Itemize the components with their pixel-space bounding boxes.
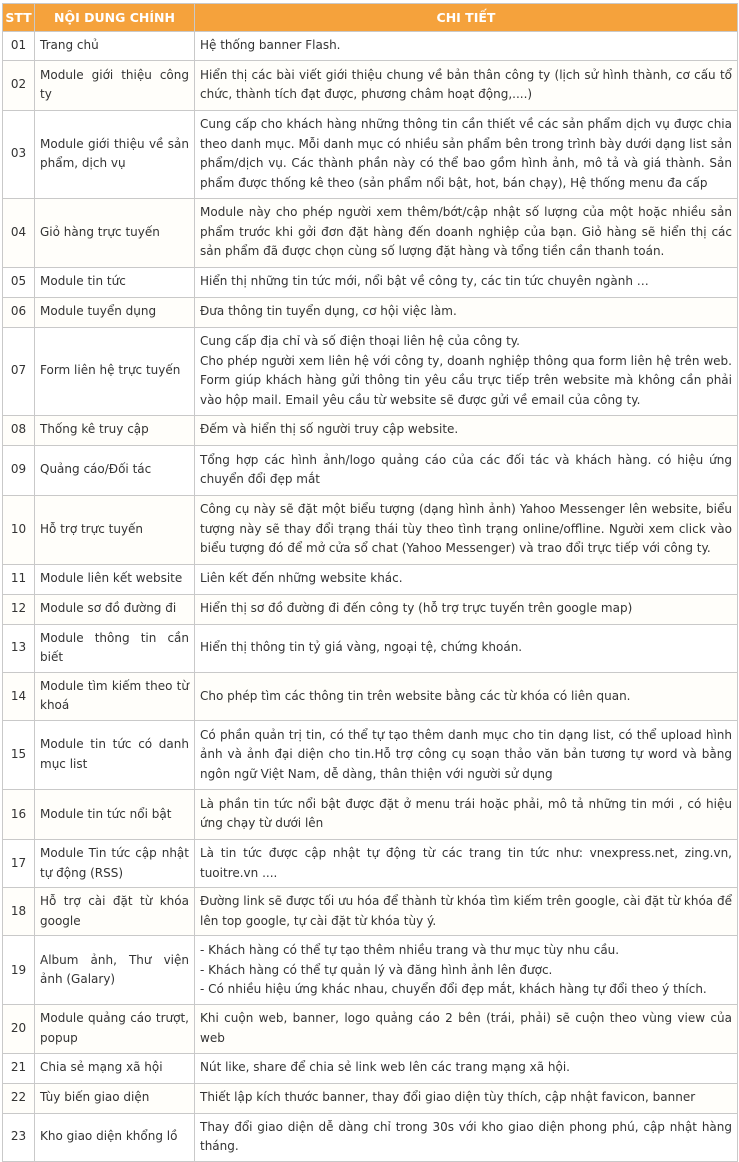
row-number: 03 xyxy=(3,110,35,198)
row-detail-line: Công cụ này sẽ đặt một biểu tượng (dạng hình ảnh) Yahoo Messenger lên website, biểu tượng này sẽ thay đổi trạng thái tùy theo tình trạng online/offline. Người xem click vào biểu tượng đó để mở cửa sổ chat (Yahoo Messenger) và trao đổi trực tiếp với công ty. xyxy=(200,502,732,556)
row-number: 06 xyxy=(3,297,35,327)
row-number: 10 xyxy=(3,495,35,564)
table-row xyxy=(3,1005,738,1053)
row-number: 16 xyxy=(3,789,35,839)
table-body xyxy=(3,32,738,1162)
table-row xyxy=(3,110,738,198)
row-detail xyxy=(195,415,738,445)
table-row xyxy=(3,936,738,1005)
row-feature-name: Module thông tin cần biết xyxy=(35,624,195,672)
row-feature-name: Module sơ đồ đường đi xyxy=(35,594,195,624)
row-detail-line: Module này cho phép người xem thêm/bớt/cập nhật số lượng của một hoặc nhiều sản phẩm trước khi gởi đơn đặt hàng đến doanh nghiệp của bạn. Giỏ hàng sẽ hiển thị các sản phẩm đã được chọn cùng số lượng đặt hàng và tổng tiền cần thanh toán. xyxy=(200,205,732,259)
table-row xyxy=(3,624,738,672)
row-detail xyxy=(195,297,738,327)
row-detail xyxy=(195,32,738,61)
row-detail xyxy=(195,672,738,720)
table-row xyxy=(3,1083,738,1113)
header-stt: STT xyxy=(3,4,35,32)
row-detail-line: Hiển thị các bài viết giới thiệu chung về bản thân công ty (lịch sử hình thành, cơ cấu tổ chức, thành tích đạt được, phương châm hoạt động,....) xyxy=(200,67,732,102)
row-detail xyxy=(195,198,738,267)
row-detail xyxy=(195,327,738,415)
row-feature-name: Quảng cáo/Đối tác xyxy=(35,445,195,495)
row-feature-name: Hỗ trợ cài đặt từ khóa google xyxy=(35,888,195,936)
table-row xyxy=(3,564,738,594)
table-row xyxy=(3,672,738,720)
row-detail xyxy=(195,839,738,887)
table-row xyxy=(3,327,738,415)
row-detail-line: Đếm và hiển thị số người truy cập website. xyxy=(200,422,459,437)
row-detail xyxy=(195,1083,738,1113)
row-detail-line: Hiển thị những tin tức mới, nổi bật về công ty, các tin tức chuyên ngành … xyxy=(200,274,649,289)
row-feature-name: Album ảnh, Thư viện ảnh (Galary) xyxy=(35,936,195,1005)
header-content: NỘI DUNG CHÍNH xyxy=(35,4,195,32)
row-detail-line: Cho phép người xem liên hệ với công ty, doanh nghiệp thông qua form liên hệ trên web. Form giúp khách hàng gửi thông tin yêu cầu trực tiếp trên website mà không cần phải vào hộp mail. Email yêu cầu từ website sẽ được gửi về email của công ty. xyxy=(200,353,732,407)
row-detail-line: Hiển thị thông tin tỷ giá vàng, ngoại tệ, chứng khoán. xyxy=(200,640,523,655)
row-number: 05 xyxy=(3,267,35,297)
table-row xyxy=(3,1113,738,1161)
row-number: 20 xyxy=(3,1005,35,1053)
row-detail-line: Cung cấp địa chỉ và số điện thoại liên hệ của công ty. xyxy=(200,333,520,348)
row-number: 04 xyxy=(3,198,35,267)
row-feature-name: Giỏ hàng trực tuyến xyxy=(35,198,195,267)
row-detail-line: Có phần quản trị tin, có thể tự tạo thêm danh mục cho tin dạng list, có thể upload hình ảnh và ảnh đại diện cho tin.Hỗ trợ công cụ soạn thảo văn bản tương tự word và bằng ngôn ngữ Việt Nam, dễ dàng, thân thiện với người sử dụng xyxy=(200,727,732,781)
table-row xyxy=(3,60,738,110)
row-detail xyxy=(195,624,738,672)
row-feature-name: Module tin tức có danh mục list xyxy=(35,720,195,789)
row-feature-name: Chia sẻ mạng xã hội xyxy=(35,1053,195,1083)
row-detail-line: Liên kết đến những website khác. xyxy=(200,571,403,586)
row-feature-name: Hỗ trợ trực tuyến xyxy=(35,495,195,564)
row-feature-name: Thống kê truy cập xyxy=(35,415,195,445)
row-detail-line: Là phần tin tức nổi bật được đặt ở menu trái hoặc phải, mô tả những tin mới , có hiệu ứng chạy từ dưới lên xyxy=(200,796,732,831)
header-detail: CHI TIẾT xyxy=(195,4,738,32)
row-feature-name: Module tin tức nổi bật xyxy=(35,789,195,839)
row-detail-line: Tổng hợp các hình ảnh/logo quảng cáo của các đối tác và khách hàng. có hiệu ứng chuyển đổi đẹp mắt xyxy=(200,452,732,487)
row-detail xyxy=(195,720,738,789)
row-detail xyxy=(195,594,738,624)
row-number: 01 xyxy=(3,32,35,61)
row-number: 23 xyxy=(3,1113,35,1161)
row-detail xyxy=(195,936,738,1005)
row-detail xyxy=(195,495,738,564)
row-number: 14 xyxy=(3,672,35,720)
row-number: 11 xyxy=(3,564,35,594)
row-detail-line: - Có nhiều hiệu ứng khác nhau, chuyển đổi đẹp mắt, khách hàng tự đổi theo ý thích. xyxy=(200,982,707,997)
row-detail xyxy=(195,1005,738,1053)
row-feature-name: Module Tin tức cập nhật tự động (RSS) xyxy=(35,839,195,887)
table-row xyxy=(3,789,738,839)
table-header-row xyxy=(3,4,738,32)
row-feature-name: Module quảng cáo trượt, popup xyxy=(35,1005,195,1053)
row-feature-name: Form liên hệ trực tuyến xyxy=(35,327,195,415)
row-detail-line: - Khách hàng có thể tự quản lý và đăng hình ảnh lên được. xyxy=(200,962,553,977)
row-detail-line: - Khách hàng có thể tự tạo thêm nhiều trang và thư mục tùy nhu cầu. xyxy=(200,942,620,957)
row-feature-name: Module giới thiệu về sản phẩm, dịch vụ xyxy=(35,110,195,198)
table-row xyxy=(3,32,738,61)
table-row xyxy=(3,445,738,495)
row-detail-line: Cho phép tìm các thông tin trên website bằng các từ khóa có liên quan. xyxy=(200,688,631,703)
row-detail xyxy=(195,1053,738,1083)
row-detail xyxy=(195,60,738,110)
table-row xyxy=(3,495,738,564)
row-number: 12 xyxy=(3,594,35,624)
row-detail-line: Hệ thống banner Flash. xyxy=(200,38,341,52)
table-row xyxy=(3,839,738,887)
row-detail xyxy=(195,445,738,495)
row-feature-name: Module tuyển dụng xyxy=(35,297,195,327)
row-detail-line: Đường link sẽ được tối ưu hóa để thành từ khóa tìm kiếm trên google, cài đặt từ khóa để lên top google, tự cài đặt từ khóa tùy ý. xyxy=(200,894,732,928)
row-number: 18 xyxy=(3,888,35,936)
row-number: 07 xyxy=(3,327,35,415)
row-number: 21 xyxy=(3,1053,35,1083)
row-detail-line: Thay đổi giao diện dễ dàng chỉ trong 30s với kho giao diện phong phú, cập nhật hàng tháng. xyxy=(200,1119,732,1154)
row-number: 17 xyxy=(3,839,35,887)
row-feature-name: Kho giao diện khổng lồ xyxy=(35,1113,195,1161)
row-detail-line: Đưa thông tin tuyển dụng, cơ hội việc làm. xyxy=(200,304,457,319)
row-detail-line: Khi cuộn web, banner, logo quảng cáo 2 bên (trái, phải) sẽ cuộn theo vùng view của web xyxy=(200,1011,732,1045)
row-detail-line: Là tin tức được cập nhật tự động từ các trang tin tức như: vnexpress.net, zing.vn, tuoitre.vn .... xyxy=(200,845,732,880)
table-row xyxy=(3,267,738,297)
row-feature-name: Module tìm kiếm theo từ khoá xyxy=(35,672,195,720)
table-row xyxy=(3,888,738,936)
row-detail-line: Cung cấp cho khách hàng những thông tin cần thiết về các sản phẩm dịch vụ được chia theo danh mục. Mỗi danh mục có nhiều sản phẩm bên trong trình bày dưới dạng list sản phẩm/dịch vụ. Các thành phần này có thể bao gồm hình ảnh, mô tả và giá thành. Sản phẩm được thống kê theo (sản phẩm nổi bật, hot, bán chạy), Hệ thống menu đa cấp xyxy=(200,116,732,190)
feature-table-container xyxy=(2,3,737,1162)
row-feature-name: Trang chủ xyxy=(35,32,195,61)
row-feature-name: Module giới thiệu công ty xyxy=(35,60,195,110)
row-number: 22 xyxy=(3,1083,35,1113)
table-row xyxy=(3,415,738,445)
row-detail xyxy=(195,267,738,297)
row-detail-line: Thiết lập kích thước banner, thay đổi giao diện tùy thích, cập nhật favicon, banner xyxy=(200,1090,696,1105)
row-feature-name: Module tin tức xyxy=(35,267,195,297)
row-number: 13 xyxy=(3,624,35,672)
row-number: 08 xyxy=(3,415,35,445)
feature-table xyxy=(2,3,738,1162)
table-row xyxy=(3,594,738,624)
table-row xyxy=(3,1053,738,1083)
row-feature-name: Module liên kết website xyxy=(35,564,195,594)
row-feature-name: Tùy biến giao diện xyxy=(35,1083,195,1113)
table-row xyxy=(3,297,738,327)
row-detail-line: Nút like, share để chia sẻ link web lên các trang mạng xã hội. xyxy=(200,1060,570,1075)
row-number: 15 xyxy=(3,720,35,789)
row-detail xyxy=(195,789,738,839)
row-detail xyxy=(195,1113,738,1161)
row-number: 19 xyxy=(3,936,35,1005)
table-row xyxy=(3,720,738,789)
row-detail-line: Hiển thị sơ đồ đường đi đến công ty (hỗ trợ trực tuyến trên google map) xyxy=(200,601,633,616)
row-number: 02 xyxy=(3,60,35,110)
table-row xyxy=(3,198,738,267)
row-detail xyxy=(195,110,738,198)
row-number: 09 xyxy=(3,445,35,495)
row-detail xyxy=(195,888,738,936)
row-detail xyxy=(195,564,738,594)
